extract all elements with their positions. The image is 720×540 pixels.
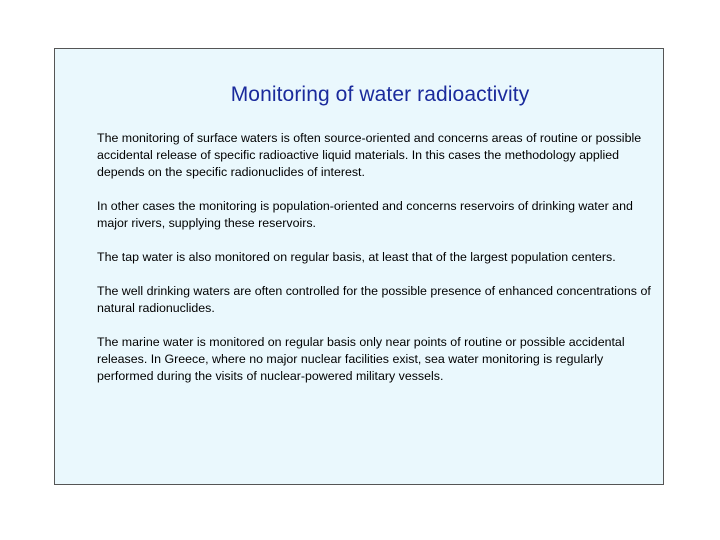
slide-body: [97, 130, 657, 402]
paragraph-population-oriented: In other cases the monitoring is population-oriented and concerns reservoirs of drinking water and major rivers, supplying these reservoirs.: [97, 199, 633, 230]
slide-title: Monitoring of water radioactivity: [230, 83, 530, 106]
paragraph-well-waters: The well drinking waters are often controlled for the possible presence of enhanced concentrations of natural radionuclides.: [97, 284, 651, 315]
paragraph-marine-water: The marine water is monitored on regular basis only near points of routine or possible accidental releases. In Greece, where no major nuclear facilities exist, sea water monitoring is regularly performed during the visits of nuclear-powered military vessels.: [97, 335, 625, 383]
paragraph-tap-water: The tap water is also monitored on regular basis, at least that of the largest population centers.: [97, 250, 616, 264]
paragraph-surface-waters: The monitoring of surface waters is often source-oriented and concerns areas of routine or possible accidental release of specific radioactive liquid materials. In this cases the methodology applied depends on the specific radionuclides of interest.: [97, 131, 642, 179]
